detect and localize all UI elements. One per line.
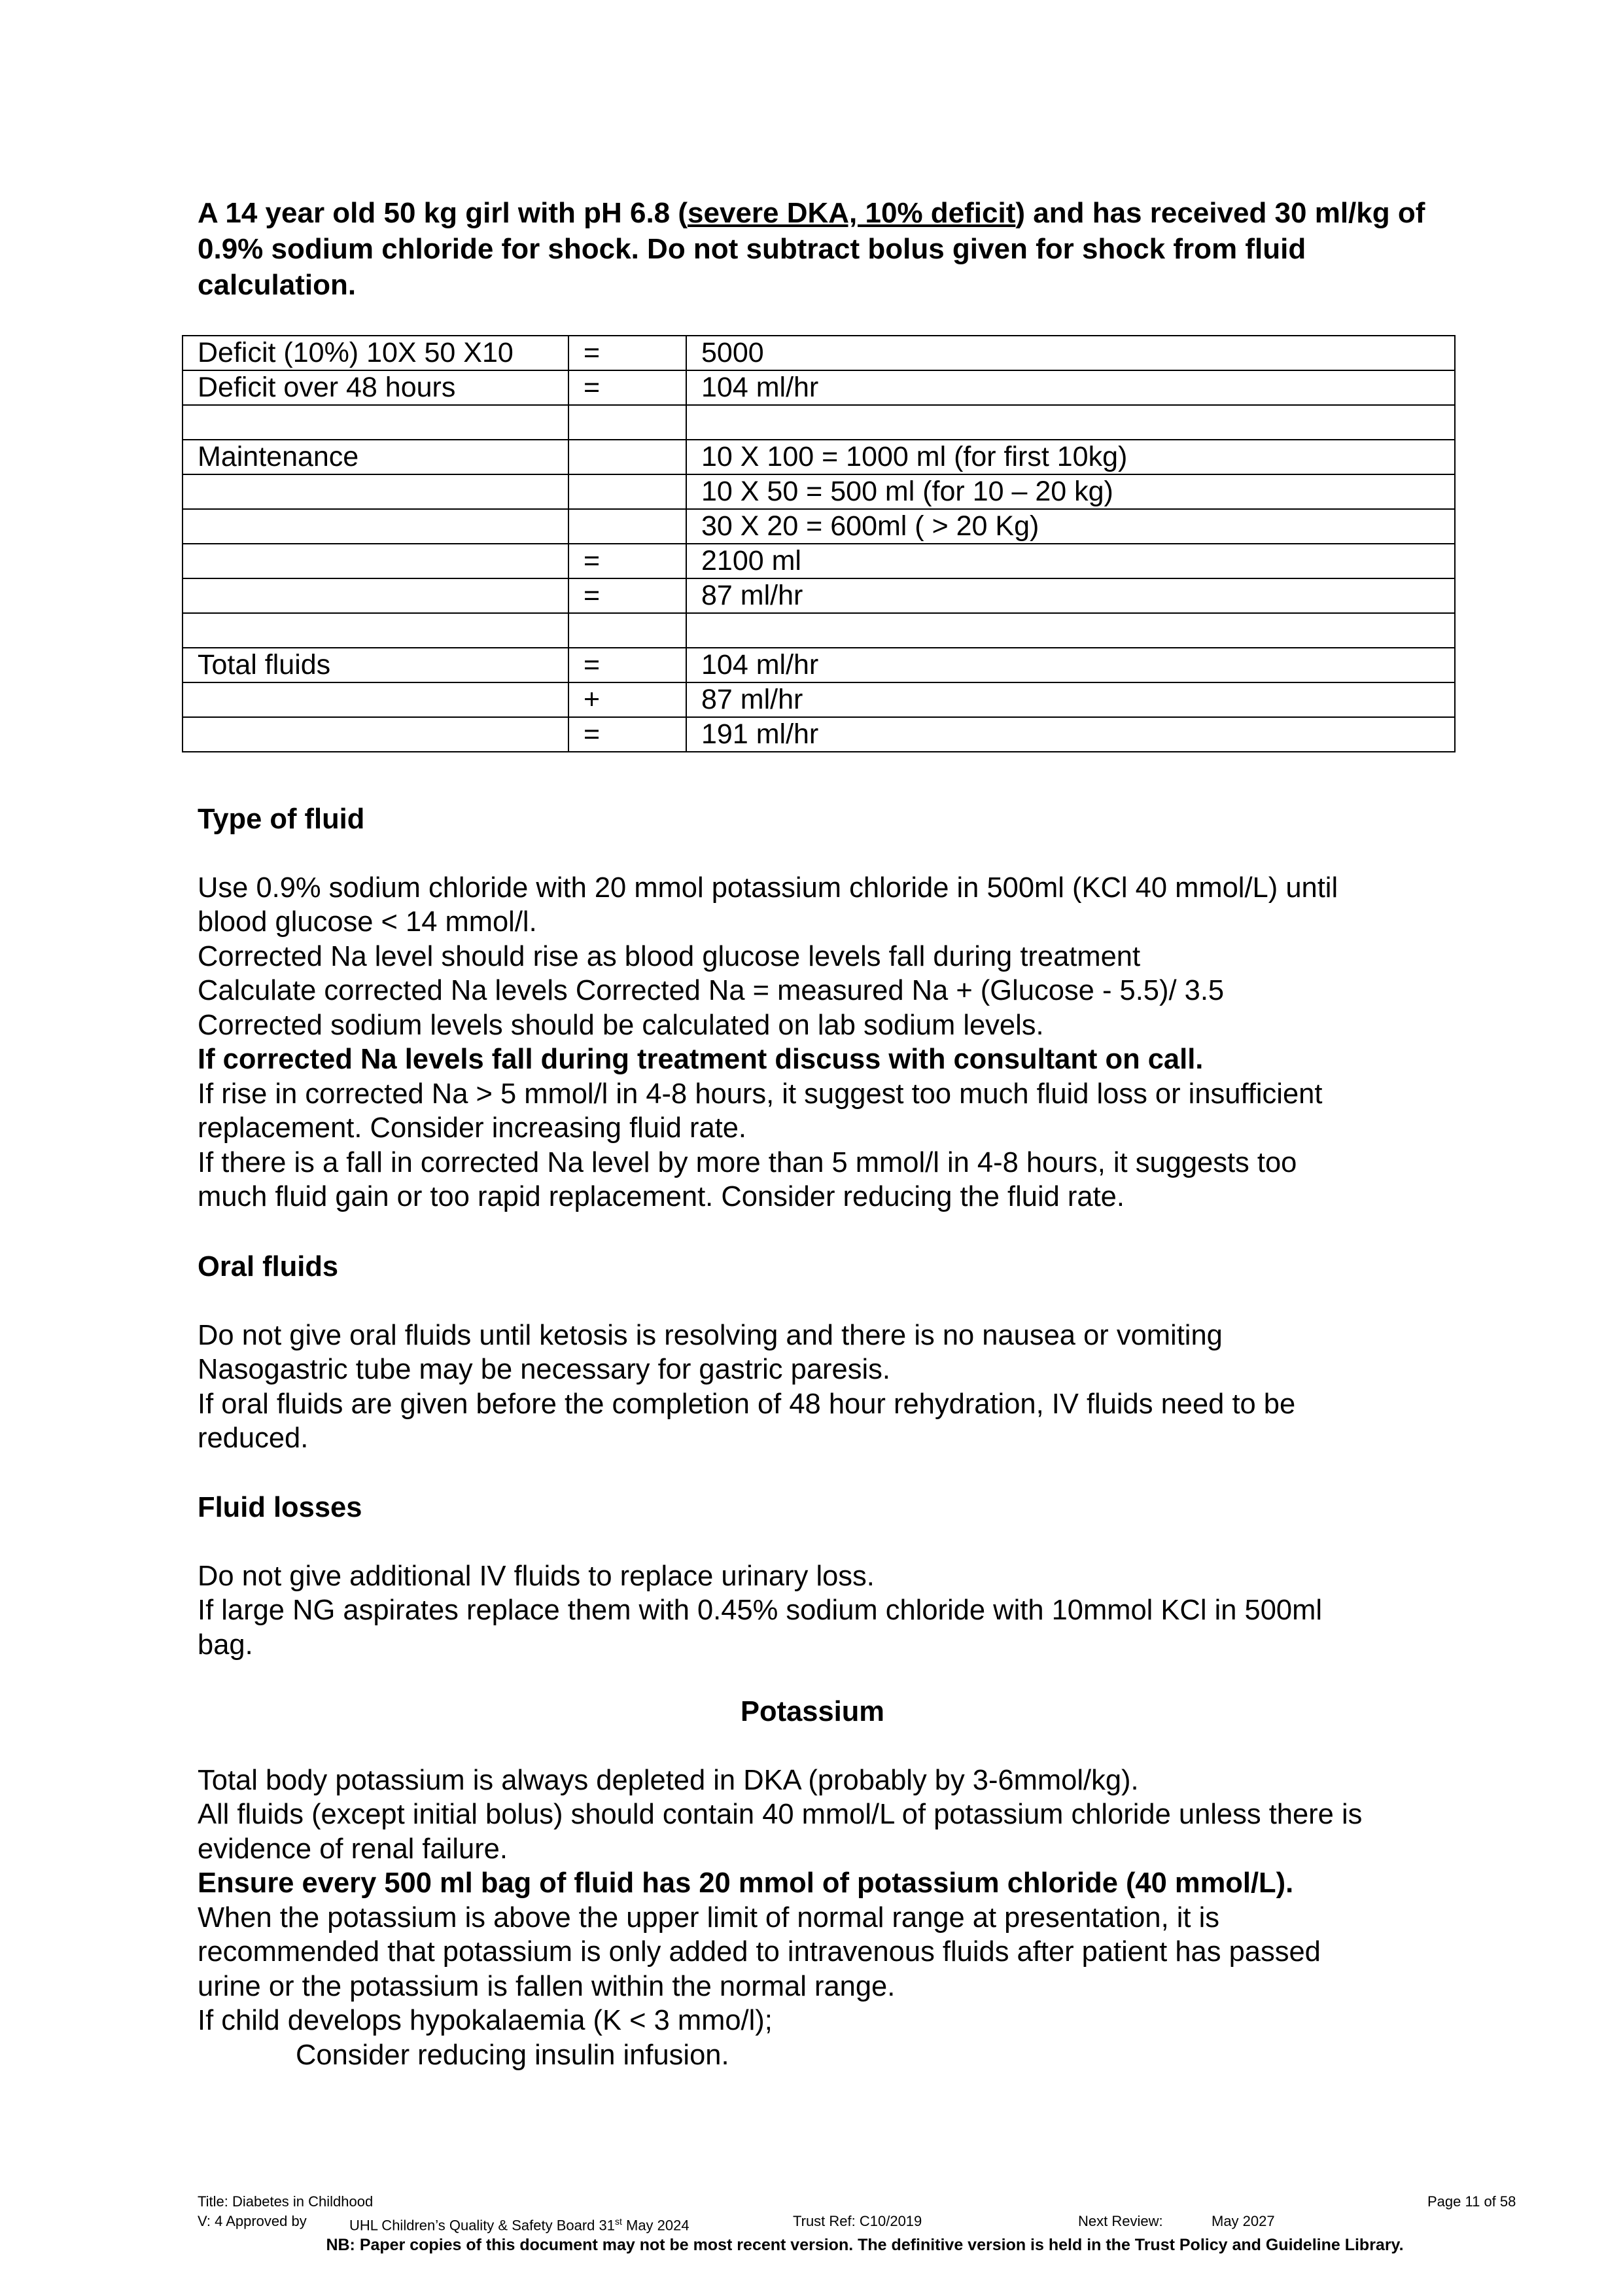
text-line: recommended that potassium is only added to intravenous fluids after patient has passed	[198, 1936, 1321, 1968]
text-line: bag.	[198, 1629, 253, 1661]
spacer	[198, 1525, 1454, 1559]
potassium-section	[198, 1695, 1454, 2072]
calc-operator-cell: =	[568, 370, 686, 405]
calc-table-row	[183, 578, 1455, 613]
calc-operator-cell	[568, 405, 686, 440]
calc-label-cell	[183, 474, 568, 509]
text-line: If there is a fall in corrected Na level by more than 5 mmol/l in 4-8 hours, it suggests too	[198, 1146, 1297, 1178]
text-line: much fluid gain or too rapid replacement. Consider reducing the fluid rate.	[198, 1181, 1125, 1212]
footer-trust-ref: Trust Ref: C10/2019	[793, 2213, 922, 2229]
calc-operator-cell	[568, 474, 686, 509]
spacer	[198, 1729, 1454, 1763]
calc-value-cell: 104 ml/hr	[686, 370, 1455, 405]
spacer	[198, 1284, 1454, 1318]
text-line: Do not give oral fluids until ketosis is resolving and there is no nausea or vomiting	[198, 1319, 1223, 1351]
text-line: If child develops hypokalaemia (K < 3 mmo/l);	[198, 2005, 773, 2036]
calc-table-row	[183, 544, 1455, 578]
footer-next-review-label: Next Review:	[1078, 2213, 1163, 2229]
calc-value-cell: 5000	[686, 336, 1455, 370]
intro-part1: A 14 year old 50 kg girl with pH 6.8 (	[198, 197, 688, 229]
calc-operator-cell: =	[568, 578, 686, 613]
indented-line: Consider reducing insulin infusion.	[296, 2039, 729, 2071]
fluid-losses-heading: Fluid losses	[198, 1492, 362, 1523]
text-line: If rise in corrected Na > 5 mmol/l in 4-8 hours, it suggest too much fluid loss or insufficient	[198, 1078, 1323, 1110]
approved-by-date: May 2024	[621, 2217, 689, 2234]
calc-value-cell: 10 X 50 = 500 ml (for 10 – 20 kg)	[686, 474, 1455, 509]
warning-line: If corrected Na levels fall during treatment discuss with consultant on call.	[198, 1044, 1204, 1075]
text-line: Corrected sodium levels should be calculated on lab sodium levels.	[198, 1009, 1044, 1041]
calc-table-row	[183, 370, 1455, 405]
spacer	[198, 837, 1454, 871]
calc-table-row	[183, 717, 1455, 752]
fluid-calculation-table	[182, 335, 1456, 752]
text-line: If large NG aspirates replace them with 0.45% sodium chloride with 10mmol KCl in 500ml	[198, 1595, 1322, 1626]
calc-operator-cell	[568, 613, 686, 648]
calc-table-row	[183, 648, 1455, 682]
intro-underlined: severe DKA, 10% deficit	[688, 197, 1016, 229]
footer-page-number: Page 11 of 58	[1427, 2193, 1516, 2210]
calc-operator-cell: =	[568, 544, 686, 578]
footer-title: Title: Diabetes in Childhood	[198, 2193, 374, 2210]
calc-value-cell	[686, 613, 1455, 648]
calc-value-cell	[686, 405, 1455, 440]
text-line: Do not give additional IV fluids to replace urinary loss.	[198, 1560, 875, 1592]
calc-label-cell	[183, 613, 568, 648]
approved-by-sup: st	[614, 2216, 622, 2227]
text-line: evidence of renal failure.	[198, 1833, 508, 1865]
footer-approved-by	[349, 2212, 689, 2235]
text-line: replacement. Consider increasing fluid rate.	[198, 1112, 747, 1144]
text-line: Total body potassium is always depleted in DKA (probably by 3-6mmol/kg).	[198, 1764, 1139, 1796]
document-footer	[198, 2192, 1532, 2234]
calc-operator-cell	[568, 440, 686, 474]
warning-line: Ensure every 500 ml bag of fluid has 20 mmol of potassium chloride (40 mmol/L).	[198, 1867, 1294, 1899]
text-line: blood glucose < 14 mmol/l.	[198, 906, 537, 938]
text-line: Calculate corrected Na levels Corrected Na = measured Na + (Glucose - 5.5)/ 3.5	[198, 975, 1225, 1006]
calc-label-cell	[183, 405, 568, 440]
footer-nb-notice: NB: Paper copies of this document may not be most recent version. The definitive version is held in the Trust Policy and Guideline Library.	[326, 2236, 1404, 2254]
calc-label-cell	[183, 578, 568, 613]
footer-row-1	[198, 2192, 1532, 2212]
text-line: Corrected Na level should rise as blood glucose levels fall during treatment	[198, 940, 1141, 972]
calc-table-row	[183, 613, 1455, 648]
calc-label-cell	[183, 544, 568, 578]
calc-operator-cell: +	[568, 682, 686, 717]
calc-table-row	[183, 509, 1455, 544]
text-line: Use 0.9% sodium chloride with 20 mmol potassium chloride in 500ml (KCl 40 mmol/L) until	[198, 872, 1338, 904]
text-line: Nasogastric tube may be necessary for gastric paresis.	[198, 1354, 890, 1385]
intro-part2: ) and has received 30 ml/kg of 0.9% sodium chloride for shock. Do not subtract bolus given for shock from fluid calculation.	[198, 197, 1425, 301]
calc-table-row	[183, 405, 1455, 440]
potassium-heading: Potassium	[741, 1696, 884, 1727]
calc-value-cell: 104 ml/hr	[686, 648, 1455, 682]
calc-value-cell: 87 ml/hr	[686, 578, 1455, 613]
footer-row-2	[198, 2212, 1532, 2234]
text-line: reduced.	[198, 1422, 309, 1454]
calc-label-cell	[183, 682, 568, 717]
calc-value-cell: 191 ml/hr	[686, 717, 1455, 752]
calc-operator-cell: =	[568, 648, 686, 682]
calc-value-cell: 10 X 100 = 1000 ml (for first 10kg)	[686, 440, 1455, 474]
calc-label-cell	[183, 717, 568, 752]
type-of-fluid-section	[198, 802, 1454, 1214]
calc-label-cell: Deficit (10%) 10X 50 X10	[183, 336, 568, 370]
calc-label-cell: Deficit over 48 hours	[183, 370, 568, 405]
text-line: When the potassium is above the upper limit of normal range at presentation, it is	[198, 1901, 1219, 1934]
footer-next-review-date: May 2027	[1212, 2213, 1275, 2229]
fluid-losses-section	[198, 1491, 1454, 1662]
calc-operator-cell	[568, 509, 686, 544]
case-intro	[198, 195, 1440, 303]
calc-label-cell: Total fluids	[183, 648, 568, 682]
calc-label-cell: Maintenance	[183, 440, 568, 474]
type-of-fluid-heading: Type of fluid	[198, 804, 365, 835]
calc-table-row	[183, 474, 1455, 509]
footer-version: V: 4 Approved by	[198, 2213, 307, 2229]
calc-operator-cell: =	[568, 717, 686, 752]
calc-label-cell	[183, 509, 568, 544]
oral-fluids-section	[198, 1250, 1454, 1456]
calc-table-row	[183, 440, 1455, 474]
calc-value-cell: 2100 ml	[686, 544, 1455, 578]
calc-value-cell: 30 X 20 = 600ml ( > 20 Kg)	[686, 509, 1455, 544]
calc-table-row	[183, 682, 1455, 717]
calc-table-row	[183, 336, 1455, 370]
oral-fluids-heading: Oral fluids	[198, 1251, 339, 1282]
text-line: If oral fluids are given before the completion of 48 hour rehydration, IV fluids need to be	[198, 1388, 1296, 1420]
approved-by-text: UHL Children’s Quality & Safety Board 31	[349, 2217, 615, 2234]
text-line: All fluids (except initial bolus) should contain 40 mmol/L of potassium chloride unless there is	[198, 1799, 1363, 1830]
calc-operator-cell: =	[568, 336, 686, 370]
text-line: urine or the potassium is fallen within the normal range.	[198, 1970, 896, 2002]
calc-value-cell: 87 ml/hr	[686, 682, 1455, 717]
